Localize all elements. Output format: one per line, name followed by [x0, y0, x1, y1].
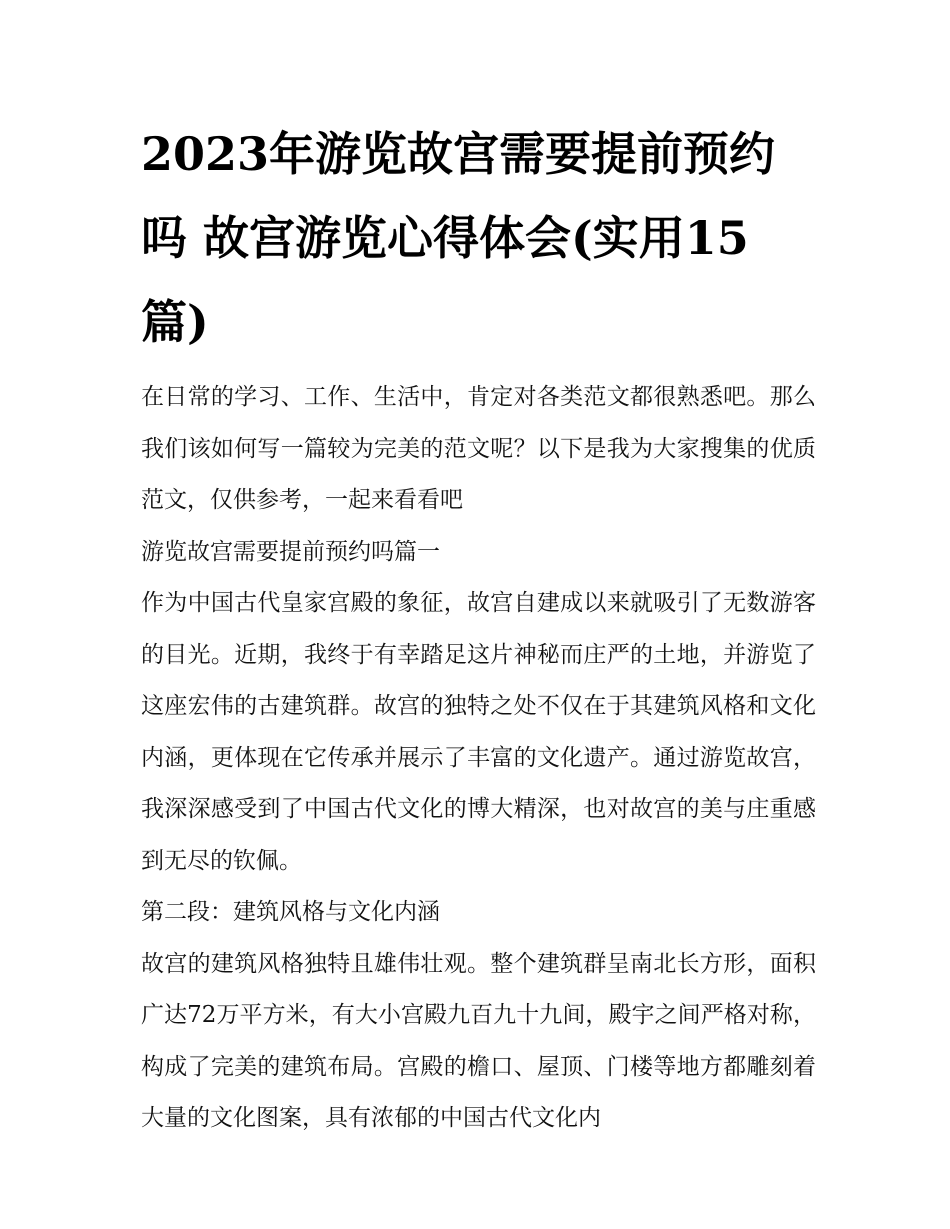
body-paragraph-1: 作为中国古代皇家宫殿的象征，故宫自建成以来就吸引了无数游客的目光。近期，我终于有幸踏足这片神秘而庄严的土地，并游览了这座宏伟的古建筑群。故宫的独特之处不仅在于其建筑风格和文化内涵，更体现在它传承并展示了丰富的文化遗产。通过游览故宫，我深深感受到了中国古代文化的博大精深，也对故宫的美与庄重感到无尽的钦佩。	[141, 590, 816, 874]
document-title: 2023年游览故宫需要提前预约吗 故宫游览心得体会(实用15篇)	[141, 127, 776, 349]
subheading: 第二段：建筑风格与文化内涵	[141, 899, 440, 925]
body-paragraph-2: 故宫的建筑风格独特且雄伟壮观。整个建筑群呈南北长方形，面积广达72万平方米，有大小宫殿九百九十九间，殿宇之间严格对称，构成了完美的建筑布局。宫殿的檐口、屋顶、门楼等地方都雕刻着大量的文化图案，具有浓郁的中国古代文化内	[141, 950, 816, 1131]
document-body	[141, 372, 816, 1145]
intro-paragraph: 在日常的学习、工作、生活中，肯定对各类范文都很熟悉吧。那么我们该如何写一篇较为完美的范文呢？以下是我为大家搜集的优质范文，仅供参考，一起来看看吧	[141, 384, 816, 513]
document-page	[141, 112, 816, 1145]
section-heading: 游览故宫需要提前预约吗篇一	[141, 538, 440, 565]
